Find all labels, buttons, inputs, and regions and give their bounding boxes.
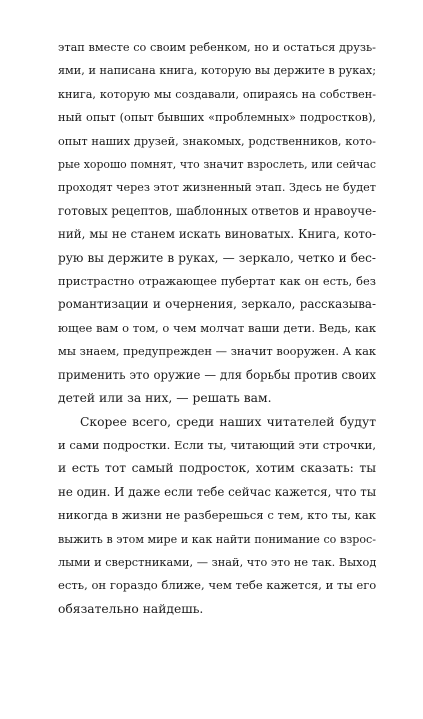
text-line: ющее вам о том, о чем молчат ваши дети. Ведь, как (58, 320, 376, 335)
text-line: романтизации и очернения, зеркало, рассказыва- (58, 297, 376, 312)
paragraph-1 (58, 36, 376, 411)
text-line: применить это оружие — для борьбы против своих (58, 367, 376, 382)
text-line: есть, он гораздо ближе, чем тебе кажется, и ты его (58, 578, 377, 593)
text-line: обязательно найдешь. (58, 601, 204, 616)
text-line: опыт наших друзей, знакомых, родственников, кото- (58, 134, 376, 148)
text-line: Скорее всего, среди наших читателей будут (80, 414, 376, 429)
text-line: детей или за них, — решать вам. (58, 391, 272, 406)
text-line: рую вы держите в руках, — зеркало, четко и бес- (58, 250, 376, 265)
text-line: пристрастно отражающее пубертат как он есть, без (58, 274, 376, 289)
body-text (58, 36, 376, 621)
text-line: ный опыт (опыт бывших «проблемных» подростков), (58, 111, 376, 125)
text-line: проходят через этот жизненный этап. Здесь не будет (58, 181, 376, 195)
text-line: и есть тот самый подросток, хотим сказать: ты (58, 461, 376, 476)
text-line: и сами подростки. Если ты, читающий эти строчки, (58, 437, 376, 452)
text-line: мы знаем, предупрежден — значит вооружен. А как (58, 344, 376, 359)
text-line: этап вместе со своим ребенком, но и остаться друзь- (58, 41, 376, 54)
text-line: выжить в этом мире и как найти понимание со взрос- (58, 532, 376, 546)
text-line: рые хорошо помнят, что значит взрослеть, или сейчас (58, 158, 376, 172)
text-line: лыми и сверстниками, — знай, что это не так. Выход (58, 555, 377, 569)
text-line: готовых рецептов, шаблонных ответов и нравоуче- (58, 203, 377, 218)
text-line: никогда в жизни не разберешься с тем, кто ты, как (58, 508, 376, 523)
text-line: ями, и написана книга, которую вы держите в руках; (58, 64, 376, 78)
text-line: ний, мы не станем искать виноватых. Книга, кото- (58, 227, 376, 242)
text-line: книга, которую мы создавали, опираясь на собствен- (58, 87, 376, 101)
paragraph-2 (58, 411, 376, 622)
text-line: не один. И даже если тебе сейчас кажется, что ты (58, 484, 377, 499)
